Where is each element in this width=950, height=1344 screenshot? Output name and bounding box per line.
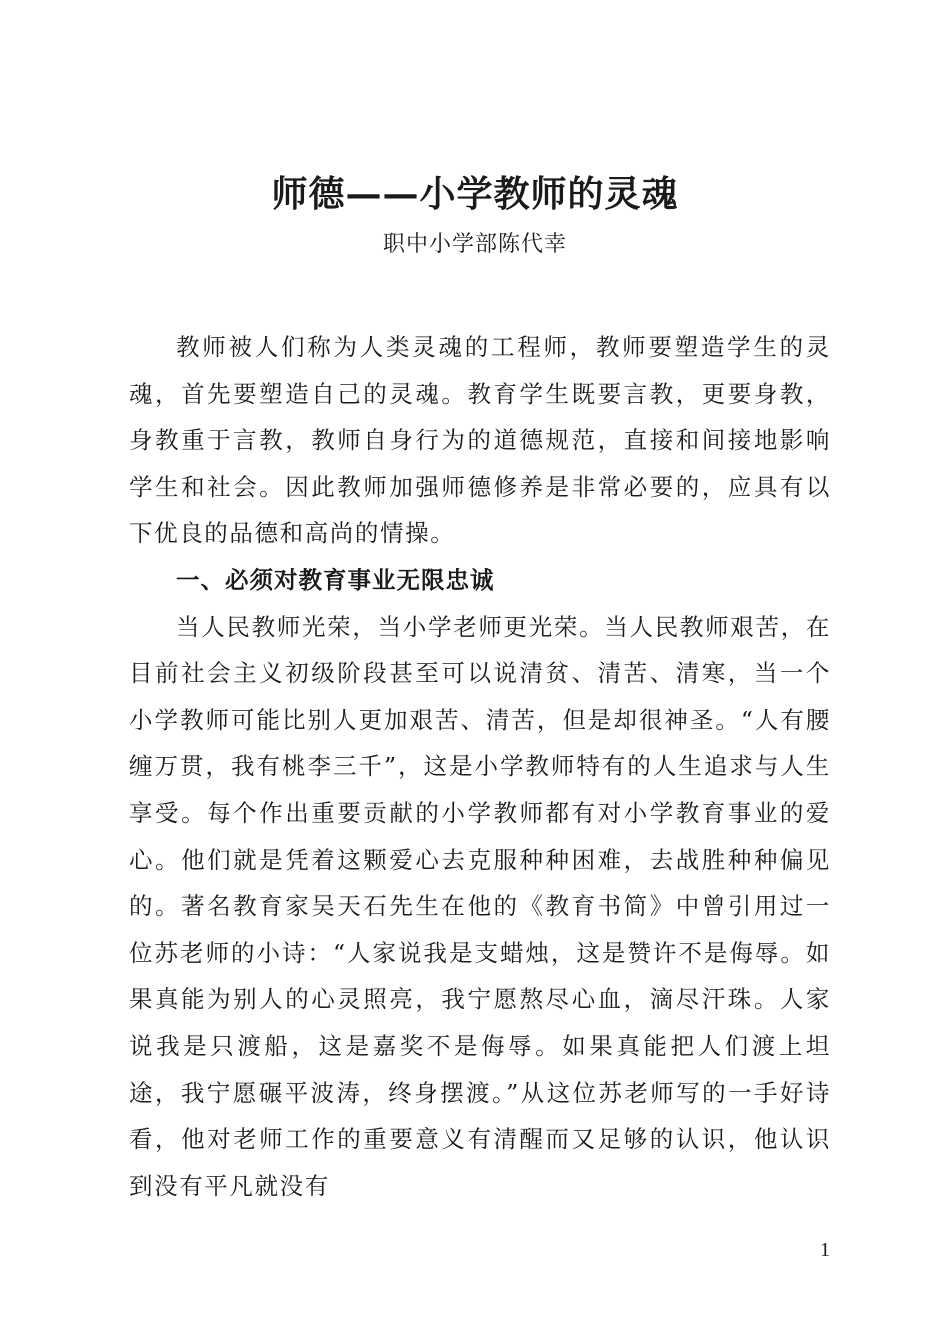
document-author: 职中小学部陈代幸	[382, 232, 567, 257]
document-body	[129, 324, 831, 1209]
page-number: 1	[820, 1239, 830, 1261]
paragraph-intro: 教师被人们称为人类灵魂的工程师，教师要塑造学生的灵魂，首先要塑造自己的灵魂。教育学生既要言教，更要身教，身教重于言教，教师自身行为的道德规范，直接和间接地影响学生和社会。因此教师加强师德修养是非常必要的，应具有以下优良的品德和高尚的情操。	[129, 333, 831, 548]
document-title: 师德——小学教师的灵魂	[271, 173, 679, 215]
paragraph-section-1: 当人民教师光荣，当小学老师更光荣。当人民教师艰苦，在目前社会主义初级阶段甚至可以说清贫、清苦、清寒，当一个小学教师可能比别人更加艰苦、清苦，但是却很神圣。“人有腰缠万贯，我有桃李三千”，这是小学教师特有的人生追求与人生享受。每个作出重要贡献的小学教师都有对小学教育事业的爱心。他们就是凭着这颗爱心去克服种种困难，去战胜种种偏见的。著名教育家吴天石先生在他的《教育书简》中曾引用过一位苏老师的小诗：“人家说我是支蜡烛，这是赞许不是侮辱。如果真能为别人的心灵照亮，我宁愿熬尽心血，滴尽汗珠。人家说我是只渡船，这是嘉奖不是侮辱。如果真能把人们渡上坦途，我宁愿碾平波涛，终身摆渡。”从这位苏老师写的一手好诗看，他对老师工作的重要意义有清醒而又足够的认识，他认识到没有平凡就没有	[129, 612, 831, 1200]
section-heading-1: 一、必须对教育事业无限忠诚	[176, 565, 495, 594]
